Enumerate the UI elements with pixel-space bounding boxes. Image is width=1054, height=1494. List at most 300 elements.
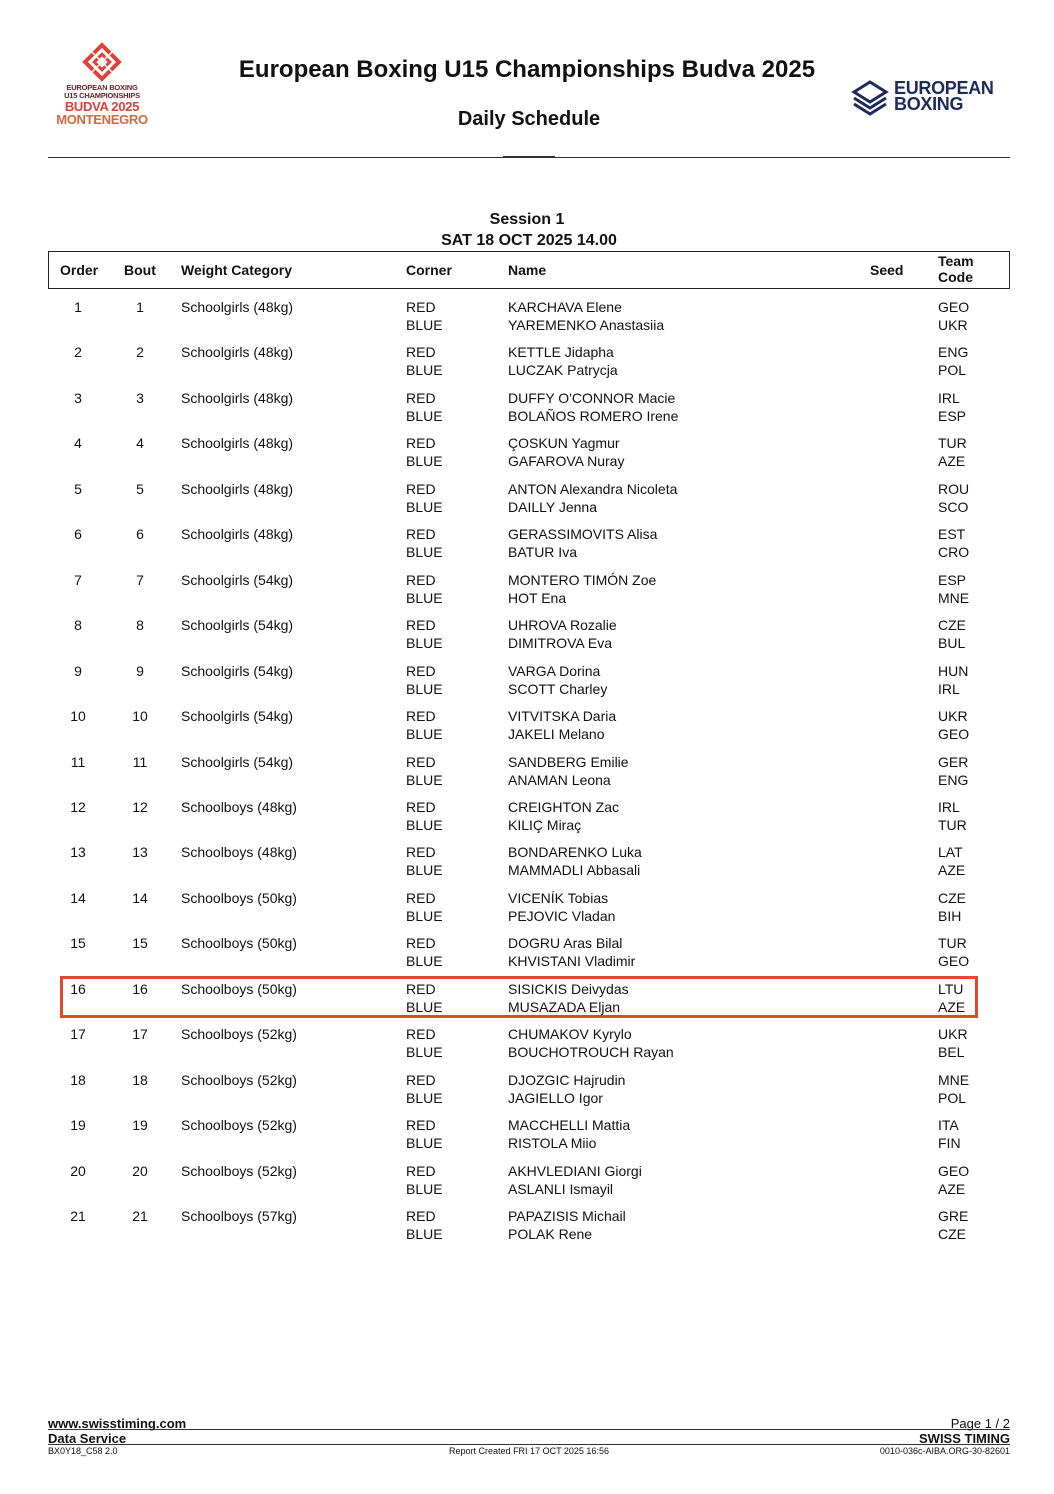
logo-line-3: BUDVA 2025 — [64, 99, 140, 114]
team-code-red: TUR — [938, 935, 967, 951]
bout-order: 14 — [70, 890, 86, 906]
table-row — [48, 1114, 1010, 1158]
team-code-cell — [938, 662, 968, 698]
corner-blue: BLUE — [406, 544, 443, 560]
boxer-name-cell — [508, 298, 664, 334]
weight-category: Schoolboys (50kg) — [181, 981, 297, 997]
team-code-blue: AZE — [938, 1181, 966, 1197]
boxer-name-blue: JAKELI Melano — [508, 726, 605, 742]
table-row — [48, 432, 1010, 476]
corner-cell — [406, 1162, 443, 1198]
bout-number: 5 — [136, 481, 144, 497]
header-bout: Bout — [124, 262, 156, 278]
bout-number: 12 — [132, 799, 148, 815]
corner-cell — [406, 934, 443, 970]
team-code-red: IRL — [938, 799, 960, 815]
table-row — [48, 387, 1010, 431]
weight-category: Schoolboys (52kg) — [181, 1026, 297, 1042]
boxer-name-cell — [508, 798, 619, 834]
weight-category: Schoolgirls (48kg) — [181, 390, 294, 406]
team-code-red: UKR — [938, 1026, 968, 1042]
weight-category: Schoolboys (48kg) — [181, 844, 297, 860]
corner-red: RED — [406, 799, 436, 815]
team-code-red: GEO — [938, 1163, 970, 1179]
corner-red: RED — [406, 344, 436, 360]
team-code-blue: GEO — [938, 953, 970, 969]
table-row — [48, 478, 1010, 522]
corner-cell — [406, 843, 443, 879]
team-code-red: LAT — [938, 844, 963, 860]
footer-page-number: Page 1 / 2 — [950, 1416, 1010, 1431]
table-row — [48, 569, 1010, 613]
table-row — [48, 614, 1010, 658]
bout-order: 12 — [70, 799, 86, 815]
team-code-blue: UKR — [938, 317, 968, 333]
corner-blue: BLUE — [406, 772, 443, 788]
boxer-name-blue: DAILLY Jenna — [508, 499, 597, 515]
corner-red: RED — [406, 663, 436, 679]
corner-cell — [406, 1207, 443, 1243]
corner-red: RED — [406, 1208, 436, 1224]
corner-blue: BLUE — [406, 635, 443, 651]
header-team-line2: Code — [938, 269, 973, 285]
boxer-name-cell — [508, 843, 642, 879]
page-subtitle: Daily Schedule — [457, 108, 601, 130]
corner-blue: BLUE — [406, 862, 443, 878]
eb-line-2: BOXING — [894, 94, 964, 114]
team-code-blue: FIN — [938, 1135, 961, 1151]
team-code-cell — [938, 889, 966, 925]
header-team-code — [938, 253, 974, 285]
team-code-red: EST — [938, 526, 966, 542]
corner-cell — [406, 389, 443, 425]
team-code-red: CZE — [938, 617, 966, 633]
table-row — [48, 932, 1010, 976]
bout-order: 17 — [70, 1026, 86, 1042]
header-order: Order — [60, 262, 99, 278]
corner-cell — [406, 480, 443, 516]
bout-order: 10 — [70, 708, 86, 724]
header-team-line1: Team — [938, 253, 974, 269]
table-row — [48, 341, 1010, 385]
header-seed: Seed — [870, 262, 904, 278]
weight-category: Schoolgirls (54kg) — [181, 617, 294, 633]
bout-number: 1 — [136, 299, 144, 315]
corner-red: RED — [406, 1072, 436, 1088]
boxer-name-red: CREIGHTON Zac — [508, 799, 619, 815]
corner-cell — [406, 707, 443, 743]
team-code-cell — [938, 480, 969, 516]
corner-cell — [406, 616, 443, 652]
footer-url[interactable]: www.swisstiming.com — [48, 1416, 187, 1431]
table-row — [48, 1160, 1010, 1204]
footer-report-created: Report Created FRI 17 OCT 2025 16:56 — [449, 1446, 609, 1456]
boxer-name-blue: BATUR Iva — [508, 544, 577, 560]
footer-doc-id: 0010-036c-AIBA.ORG-30-82601 — [879, 1446, 1010, 1456]
team-code-cell — [938, 389, 966, 425]
team-code-cell — [938, 343, 968, 379]
bout-number: 4 — [136, 435, 144, 451]
boxer-name-red: KARCHAVA Elene — [508, 299, 622, 315]
weight-category: Schoolboys (48kg) — [181, 799, 297, 815]
table-row — [48, 660, 1010, 704]
team-code-cell — [938, 753, 968, 789]
boxer-name-cell — [508, 753, 629, 789]
boxer-name-red: SISICKIS Deivydas — [508, 981, 629, 997]
team-code-red: HUN — [938, 663, 969, 679]
weight-category: Schoolgirls (54kg) — [181, 663, 294, 679]
weight-category: Schoolgirls (54kg) — [181, 572, 294, 588]
team-code-blue: CZE — [938, 1226, 966, 1242]
weight-category: Schoolgirls (48kg) — [181, 481, 294, 497]
boxer-name-cell — [508, 662, 607, 698]
boxer-name-cell — [508, 1207, 626, 1243]
boxer-name-blue: LUCZAK Patrycja — [508, 362, 618, 378]
bout-number: 2 — [136, 344, 144, 360]
corner-blue: BLUE — [406, 1135, 443, 1151]
bout-number: 7 — [136, 572, 144, 588]
footer-divider-top — [48, 1429, 1010, 1430]
logo-line-1: EUROPEAN BOXING — [66, 83, 138, 92]
boxer-name-red: VITVITSKA Daria — [508, 708, 617, 724]
bout-number: 18 — [132, 1072, 148, 1088]
boxer-name-cell — [508, 1162, 642, 1198]
bout-order: 16 — [70, 981, 86, 997]
corner-red: RED — [406, 299, 436, 315]
team-code-blue: GEO — [938, 726, 970, 742]
team-code-cell — [938, 525, 969, 561]
corner-cell — [406, 1025, 443, 1061]
corner-blue: BLUE — [406, 408, 443, 424]
bout-order: 21 — [70, 1208, 86, 1224]
table-row — [48, 1205, 1010, 1249]
boxer-name-cell — [508, 571, 656, 607]
team-code-red: ROU — [938, 481, 970, 497]
boxer-name-red: DUFFY O'CONNOR Macie — [508, 390, 676, 406]
corner-cell — [406, 662, 443, 698]
boxer-name-cell — [508, 707, 616, 743]
boxer-name-cell — [508, 616, 617, 652]
boxer-name-cell — [508, 889, 615, 925]
bout-order: 2 — [74, 344, 82, 360]
bout-number: 8 — [136, 617, 144, 633]
footer-brand: SWISS TIMING — [919, 1431, 1010, 1446]
corner-red: RED — [406, 435, 436, 451]
team-code-blue: BUL — [938, 635, 966, 651]
highlighted-bout-box — [60, 976, 978, 1018]
corner-blue: BLUE — [406, 499, 443, 515]
bout-order: 7 — [74, 572, 82, 588]
boxer-name-blue: MAMMADLI Abbasali — [508, 862, 641, 878]
team-code-blue: ESP — [938, 408, 967, 424]
team-code-cell — [938, 298, 969, 334]
team-code-blue: SCO — [938, 499, 969, 515]
boxer-name-blue: BOLAÑOS ROMERO Irene — [508, 408, 679, 424]
boxer-name-blue: YAREMENKO Anastasiia — [508, 317, 665, 333]
team-code-blue: IRL — [938, 681, 960, 697]
boxer-name-red: MONTERO TIMÓN Zoe — [508, 572, 657, 588]
weight-category: Schoolboys (52kg) — [181, 1072, 297, 1088]
table-row — [48, 705, 1010, 749]
table-row — [48, 841, 1010, 885]
bout-order: 15 — [70, 935, 86, 951]
boxer-name-blue: JAGIELLO Igor — [508, 1090, 603, 1106]
team-code-cell — [938, 1162, 969, 1198]
team-code-blue: MNE — [938, 590, 970, 606]
boxer-name-blue: ANAMAN Leona — [508, 772, 611, 788]
corner-red: RED — [406, 1026, 436, 1042]
team-code-red: MNE — [938, 1072, 970, 1088]
table-row — [48, 523, 1010, 567]
table-row — [48, 1023, 1010, 1067]
team-code-blue: CRO — [938, 544, 970, 560]
boxer-name-cell — [508, 525, 657, 561]
team-code-blue: ENG — [938, 772, 969, 788]
weight-category: Schoolboys (50kg) — [181, 935, 297, 951]
team-code-blue: POL — [938, 362, 967, 378]
session-datetime: SAT 18 OCT 2025 14.00 — [441, 232, 617, 249]
team-code-red: ENG — [938, 344, 969, 360]
bout-number: 10 — [132, 708, 148, 724]
boxer-name-blue: BOUCHOTROUCH Rayan — [508, 1044, 674, 1060]
bout-number: 14 — [132, 890, 148, 906]
boxer-name-cell — [508, 1071, 625, 1107]
boxer-name-cell — [508, 934, 635, 970]
bout-order: 20 — [70, 1163, 86, 1179]
european-boxing-logo — [850, 78, 1010, 118]
boxer-name-blue: KHVISTANI Vladimir — [508, 953, 636, 969]
bout-order: 5 — [74, 481, 82, 497]
boxer-name-blue: POLAK Rene — [508, 1226, 593, 1242]
corner-red: RED — [406, 844, 436, 860]
corner-red: RED — [406, 526, 436, 542]
corner-blue: BLUE — [406, 999, 443, 1015]
boxer-name-cell — [508, 1116, 630, 1152]
corner-red: RED — [406, 1117, 436, 1133]
corner-red: RED — [406, 708, 436, 724]
corner-blue: BLUE — [406, 590, 443, 606]
bout-number: 15 — [132, 935, 148, 951]
boxer-name-red: AKHVLEDIANI Giorgi — [508, 1163, 642, 1179]
bout-number: 21 — [132, 1208, 148, 1224]
team-code-cell — [938, 798, 967, 834]
weight-category: Schoolgirls (54kg) — [181, 708, 294, 724]
weight-category: Schoolboys (52kg) — [181, 1163, 297, 1179]
corner-red: RED — [406, 390, 436, 406]
corner-cell — [406, 753, 443, 789]
bout-order: 3 — [74, 390, 82, 406]
team-code-red: ESP — [938, 572, 967, 588]
corner-cell — [406, 571, 443, 607]
team-code-cell — [938, 616, 966, 652]
corner-cell — [406, 1116, 443, 1152]
page-title: European Boxing U15 Championships Budva 2025 — [238, 56, 816, 83]
corner-cell — [406, 298, 443, 334]
team-code-red: ITA — [938, 1117, 959, 1133]
table-row — [48, 1069, 1010, 1113]
boxer-name-blue: GAFAROVA Nuray — [508, 453, 625, 469]
team-code-cell — [938, 843, 965, 879]
team-code-cell — [938, 1025, 968, 1061]
corner-red: RED — [406, 981, 436, 997]
boxer-name-red: ÇOSKUN Yagmur — [508, 435, 620, 451]
corner-blue: BLUE — [406, 726, 443, 742]
weight-category: Schoolgirls (54kg) — [181, 754, 294, 770]
boxer-name-cell — [508, 343, 618, 379]
boxer-name-blue: RISTOLA Miio — [508, 1135, 597, 1151]
bout-number: 3 — [136, 390, 144, 406]
bout-number: 13 — [132, 844, 148, 860]
logo-line-4: MONTENEGRO — [56, 112, 148, 127]
bout-order: 1 — [74, 299, 82, 315]
eb-line-1: EUROPEAN — [894, 78, 994, 98]
weight-category: Schoolboys (50kg) — [181, 890, 297, 906]
team-code-blue: TUR — [938, 817, 967, 833]
corner-blue: BLUE — [406, 362, 443, 378]
boxer-name-red: UHROVA Rozalie — [508, 617, 617, 633]
corner-red: RED — [406, 1163, 436, 1179]
bout-order: 19 — [70, 1117, 86, 1133]
bout-number: 20 — [132, 1163, 148, 1179]
corner-blue: BLUE — [406, 908, 443, 924]
corner-red: RED — [406, 481, 436, 497]
boxer-name-red: PAPAZISIS Michail — [508, 1208, 626, 1224]
boxer-name-red: SANDBERG Emilie — [508, 754, 629, 770]
team-code-red: IRL — [938, 390, 960, 406]
team-code-cell — [938, 707, 969, 743]
team-code-cell — [938, 934, 969, 970]
team-code-blue: AZE — [938, 453, 966, 469]
boxer-name-red: GERASSIMOVITS Alisa — [508, 526, 658, 542]
weight-category: Schoolgirls (48kg) — [181, 526, 294, 542]
corner-blue: BLUE — [406, 1226, 443, 1242]
bout-order: 11 — [70, 754, 86, 770]
corner-blue: BLUE — [406, 817, 443, 833]
bout-number: 17 — [132, 1026, 148, 1042]
footer-divider-bottom — [48, 1444, 1010, 1445]
header-name: Name — [508, 262, 547, 278]
table-row — [48, 887, 1010, 931]
boxer-name-red: VICENÍK Tobias — [508, 890, 609, 906]
team-code-blue: BEL — [938, 1044, 965, 1060]
corner-blue: BLUE — [406, 1044, 443, 1060]
boxer-name-red: BONDARENKO Luka — [508, 844, 642, 860]
table-row — [48, 796, 1010, 840]
boxer-name-cell — [508, 480, 677, 516]
bout-order: 6 — [74, 526, 82, 542]
boxer-name-red: MACCHELLI Mattia — [508, 1117, 631, 1133]
boxer-name-cell — [508, 389, 678, 425]
weight-category: Schoolboys (52kg) — [181, 1117, 297, 1133]
corner-blue: BLUE — [406, 317, 443, 333]
team-code-cell — [938, 1207, 968, 1243]
boxer-name-blue: HOT Ena — [508, 590, 567, 606]
weight-category: Schoolgirls (48kg) — [181, 299, 294, 315]
boxer-name-red: VARGA Dorina — [508, 663, 601, 679]
bout-number: 6 — [136, 526, 144, 542]
team-code-cell — [938, 1071, 969, 1107]
corner-cell — [406, 798, 443, 834]
corner-cell — [406, 434, 443, 470]
team-code-cell — [938, 1116, 961, 1152]
corner-blue: BLUE — [406, 1090, 443, 1106]
corner-red: RED — [406, 754, 436, 770]
corner-red: RED — [406, 617, 436, 633]
logo-line-2: U15 CHAMPIONSHIPS — [64, 91, 140, 100]
corner-blue: BLUE — [406, 1181, 443, 1197]
schedule-table-body — [48, 296, 1010, 1256]
page-footer — [48, 1414, 1010, 1464]
team-code-blue: BIH — [938, 908, 962, 924]
bout-order: 18 — [70, 1072, 86, 1088]
weight-category: Schoolboys (57kg) — [181, 1208, 297, 1224]
corner-red: RED — [406, 890, 436, 906]
footer-service: Data Service — [48, 1431, 127, 1446]
table-header — [48, 251, 1010, 289]
bout-number: 9 — [136, 663, 144, 679]
table-row — [48, 296, 1010, 340]
team-code-red: UKR — [938, 708, 968, 724]
boxer-name-blue: DIMITROVA Eva — [508, 635, 612, 651]
weight-category: Schoolgirls (48kg) — [181, 435, 294, 451]
team-code-red: GER — [938, 754, 969, 770]
boxer-name-blue: KILIÇ Miraç — [508, 817, 582, 833]
corner-red: RED — [406, 935, 436, 951]
boxer-name-red: DJOZGIC Hajrudin — [508, 1072, 626, 1088]
table-row — [48, 751, 1010, 795]
weight-category: Schoolgirls (48kg) — [181, 344, 294, 360]
bout-order: 13 — [70, 844, 86, 860]
corner-blue: BLUE — [406, 681, 443, 697]
corner-red: RED — [406, 572, 436, 588]
corner-cell — [406, 1071, 443, 1107]
team-code-red: GRE — [938, 1208, 969, 1224]
boxer-name-cell — [508, 1025, 674, 1061]
header-corner: Corner — [406, 262, 452, 278]
corner-blue: BLUE — [406, 453, 443, 469]
european-boxing-logo-icon — [850, 78, 890, 118]
boxer-name-red: DOGRU Aras Bilal — [508, 935, 623, 951]
bout-number: 11 — [132, 754, 148, 770]
team-code-red: CZE — [938, 890, 966, 906]
team-code-cell — [938, 434, 967, 470]
boxer-name-blue: SCOTT Charley — [508, 681, 608, 697]
footer-code: BX0Y18_C58 2.0 — [48, 1446, 118, 1456]
header-weight-category: Weight Category — [181, 262, 292, 278]
team-code-cell — [938, 571, 969, 607]
boxer-name-blue: MUSAZADA Eljan — [508, 999, 621, 1015]
boxer-name-red: CHUMAKOV Kyrylo — [508, 1026, 632, 1042]
team-code-red: LTU — [938, 981, 964, 997]
bout-order: 9 — [74, 663, 82, 679]
bout-order: 4 — [74, 435, 82, 451]
team-code-blue: AZE — [938, 862, 966, 878]
team-code-red: GEO — [938, 299, 970, 315]
boxer-name-blue: ASLANLI Ismayil — [508, 1181, 614, 1197]
team-code-blue: POL — [938, 1090, 967, 1106]
session-title: Session 1 — [489, 211, 565, 228]
bout-number: 16 — [132, 981, 148, 997]
corner-cell — [406, 889, 443, 925]
corner-blue: BLUE — [406, 953, 443, 969]
corner-cell — [406, 343, 443, 379]
team-code-red: TUR — [938, 435, 967, 451]
boxer-name-blue: PEJOVIC Vladan — [508, 908, 616, 924]
header-divider-mark — [503, 156, 555, 158]
boxer-name-red: KETTLE Jidapha — [508, 344, 614, 360]
boxer-name-red: ANTON Alexandra Nicoleta — [508, 481, 678, 497]
team-code-blue: AZE — [938, 999, 966, 1015]
